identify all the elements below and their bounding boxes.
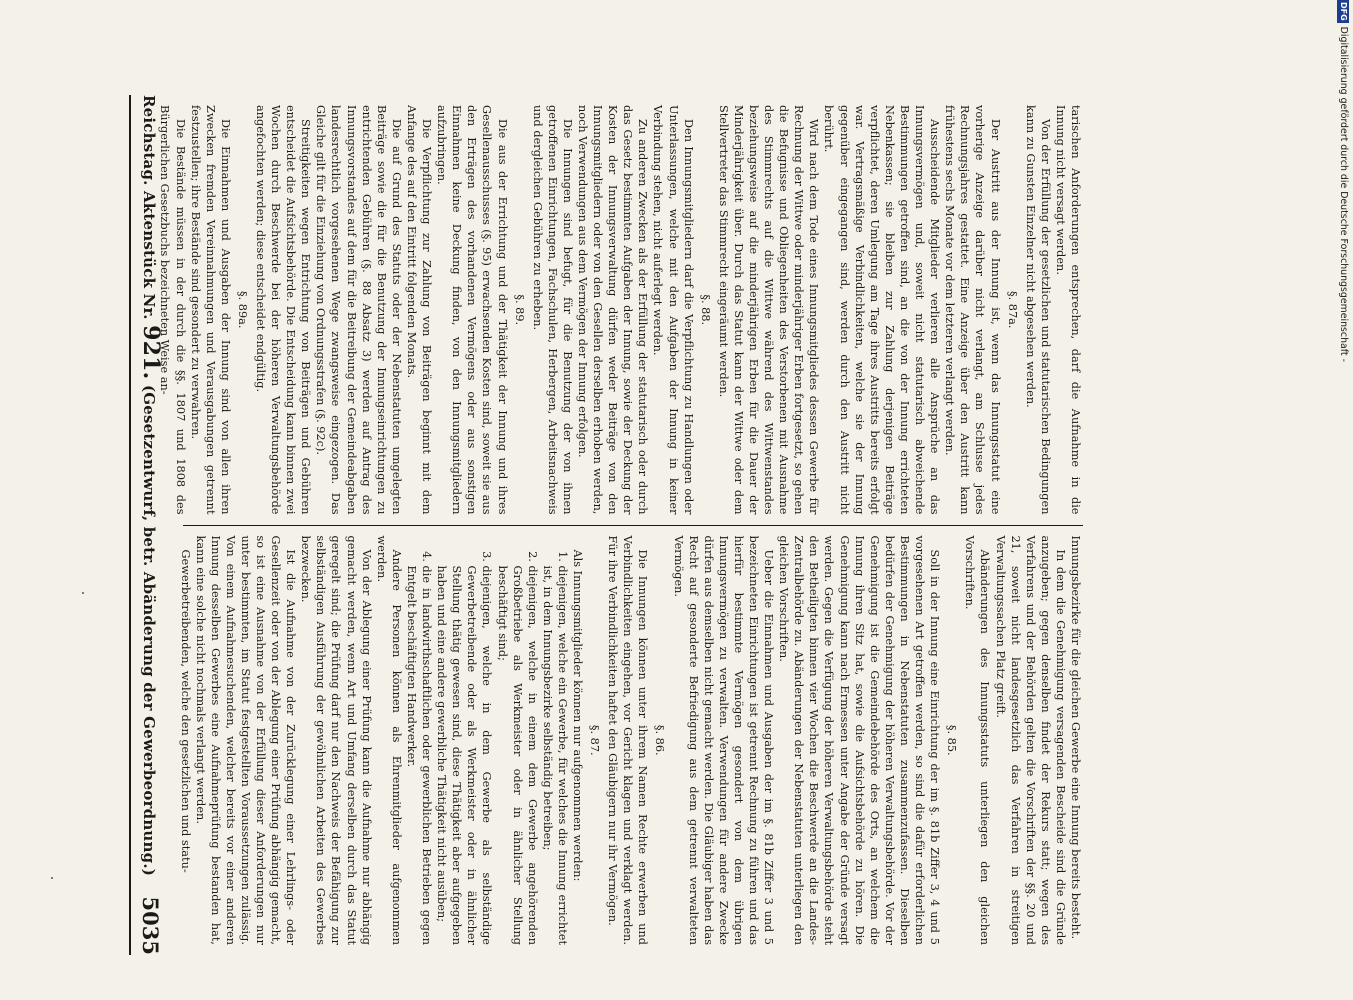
section-heading: §. 86. — [653, 724, 667, 756]
scan-speck — [82, 592, 84, 594]
paragraph: Ueber die Einnahmen und Ausgaben der im §. 81b Ziffer 3 und 5 bezeichneten Einrichtungen ist getrennt Rechnung zu führen und das hierfür bestimmte Vermögen gesondert von dem übrigen Innungsvermögen zu verwalten. Verwendungen für andere Zwecke dürfen aus demselben nicht gemacht werden. Die Gläubiger haben das Recht auf gesonderte Befriedigung aus dem getrennt verwalteten Vermögen. — [671, 535, 776, 945]
text-columns — [158, 95, 1083, 955]
paragraph: Ausscheidende Mitglieder verlieren alle Ansprüche an das Innungsvermögen und, soweit nicht statutarisch abweichende Bestimmungen getroffen sind, an die von der Innung errichteten Nebenkassen; sie bleiben zur Zahlung derjenigen Beiträge verpflichtet, deren Umlegung am Tage ihres Austritts bereits erfolgt war. Vertragsmäßige Verbindlichkeiten, welche sie der Innung gegenüber eingegangen sind, werden durch den Austritt nicht berührt. — [822, 105, 942, 515]
paragraph: Die Einnahmen und Ausgaben der Innung sind von allen ihren Zwecken fremden Vereinnahmungen und Verausgabungen getrennt festzustellen; ihre Bestände sind gesondert zu verwahren. — [188, 105, 232, 515]
section-heading: §. 89. — [512, 294, 526, 326]
membership-list — [404, 536, 570, 946]
paragraph: Die Innungen sind befugt, für die Benutzung der von ihnen getroffenen Einrichtungen, Fachschulen, Herbergen, Arbeitsnachweis und dergleichen Gebühren zu erheben. — [530, 105, 574, 515]
paragraph: Die Bestände müssen in der durch die §§. 1807 und 1808 des Bürgerlichen Gesetzbuchs bezeichneten Weise an- — [158, 105, 187, 515]
paragraph: Abänderungen des Innungsstatuts unterliegen den gleichen Vorschriften. — [963, 535, 992, 945]
column-left — [178, 526, 1083, 956]
paragraph: Der Austritt aus der Innung ist, wenn das Innungsstatut eine vorherige Anzeige darüber nicht verlangt, am Schlusse jedes Rechnungsjahres gestattet. Eine Anzeige über den Austritt kann frühestens sechs Monate vor dem letzteren verlangt werden. — [943, 105, 1002, 515]
running-head-suffix: (Gesetzentwurf, betr. Abänderung der Gewerbeordnung.) — [140, 384, 158, 877]
list-item: 4. die in landwirthschaftlichen oder gewerblichen Betrieben gegen Entgelt beschäftigten Handwerker. — [404, 566, 434, 946]
paragraph: Als Innungsmitglieder können nur aufgenommen werden: — [571, 549, 584, 882]
paragraph: Gewerbetreibenden, welche den gesetzlichen und statu- — [178, 549, 192, 873]
list-item: 2. diejenigen, welche in einem dem Gewerbe angehörenden Großbetriebe als Werkmeister oder in ähnlicher Stellung beschäftigt sind; — [494, 566, 539, 946]
paragraph: Die aus der Errichtung und der Thätigkeit der Innung und ihres Gesellenausschusses (§. 95) erwachsenden Kosten sind, soweit sie aus den Erträgen des vorhandenen Vermögens oder aus sonstigen Einnahmen keine Deckung finden, von den Innungsmitgliedern aufzubringen. — [435, 105, 509, 515]
scan-speck — [51, 877, 53, 879]
paragraph: Ist die Aufnahme von der Zurücklegung einer Lehrlings- oder Gesellenzeit oder von der Ablegung einer Prüfung abhängig gemacht, so ist eine Ausnahme von der Erfüllung dieser Anforderungen nur unter bestimmten, im Statut festgestellten Voraussetzungen zulässig. Von einem Aufnahmesuchenden, welcher bereits vor einer anderen Innung desselben Gewerbes eine Aufnahmeprüfung bestanden hat, kann eine solche nicht nochmals verlangt werden. — [193, 535, 298, 945]
column-right — [158, 95, 1083, 525]
paragraph: Die auf Grund des Statuts oder der Nebenstatuten umgelegten Beiträge sowie die für die Benutzung der Innungseinrichtungen zu entrichtenden Gebühren (§. 88 Absatz 3) werden auf Antrag des Innungsvorstandes auf dem für die Beitreibung der Gemeindeabgaben landesrechtlich vorgesehenen Wege zwangsweise eingezogen. Das Gleiche gilt für die Einziehung von Ordnungsstrafen (§. 92c). — [314, 105, 403, 515]
sidebar-credit — [1334, 0, 1353, 610]
paragraph: Innungsbezirke für die gleichen Gewerbe eine Innung bereits besteht. — [1069, 535, 1082, 940]
page-number: 5035 — [138, 896, 164, 955]
paragraph: In dem die Genehmigung versagenden Bescheide sind die Gründe anzugeben; gegen denselben findet der Rekurs statt; wegen des Verfahrens und der Behörden gelten die Vorschriften der §§. 20 und 21, soweit nicht landesgesetzlich das Verfahren in streitigen Verwaltungssachen Platz greift. — [993, 535, 1067, 945]
paragraph: Wird nach dem Tode eines Innungsmitgliedes dessen Gewerbe für Rechnung der Wittwe oder minderjähriger Erben fortgesetzt, so gehen die Befugnisse und Obliegenheiten des Verstorbenen mit Ausnahme des Stimmrechts auf die Wittwe während des Wittwenstandes beziehungsweise auf die minderjährigen Erben für die Dauer der Minderjährigkeit über. Durch das Statut kann der Wittwe oder dem Stellvertreter das Stimmrecht eingeräumt werden. — [716, 105, 821, 515]
paragraph: Von der Ablegung einer Prüfung kann die Aufnahme nur abhängig gemacht werden, wenn Art und Umfang derselben durch das Statut geregelt sind; die Prüfung darf nur den Nachweis der Befähigung zur selbständigen Ausführung der gewöhnlichen Arbeiten des Gewerbes bezwecken. — [299, 535, 373, 945]
dfg-logo: DFG — [1339, 2, 1349, 21]
paragraph: Von der Erfüllung der gesetzlichen und statutarischen Bedingungen kann zu Gunsten Einzelner nicht abgesehen werden. — [1023, 105, 1052, 515]
paragraph: Die Verpflichtung zur Zahlung von Beiträgen beginnt mit dem Anfange des auf den Eintritt folgenden Monats. — [404, 105, 434, 515]
document-number: 921. — [138, 325, 164, 380]
paragraph: Soll in der Innung eine Einrichtung der im §. 81b Ziffer 3, 4 und 5 vorgesehenen Art getroffen werden, so sind die dafür erforderlichen Bestimmungen in Nebenstatuten zusammenzufassen. Dieselben bedürfen der Genehmigung der höheren Verwaltungsbehörde. Vor der Genehmigung ist die Gemeindebehörde des Orts, an welchem die Innung ihren Sitz hat, sowie die Aufsichtsbehörde zu hören. Die Genehmigung kann nach Ermessen unter Angabe der Gründe versagt werden. Gegen die Verfügung der höheren Verwaltungsbehörde steht den Betheiligten binnen vier Wochen die Beschwerde an die Landes-Zentralbehörde zu. Abänderungen der Nebenstatuten unterliegen den gleichen Vorschriften. — [777, 535, 942, 945]
credit-text: Digitalisierung gefördert durch die Deutsche Forschungsgemeinschaft - — [1338, 26, 1349, 362]
digitization-sidebar — [1334, 0, 1353, 1000]
section-heading: §. 85. — [945, 724, 959, 756]
running-head-prefix: Reichstag. Aktenstück Nr. — [140, 95, 158, 320]
section-heading: §. 89a. — [235, 290, 249, 329]
paragraph: Die Innungen können unter ihrem Namen Rechte erwerben und Verbindlichkeiten eingehen, vor Gericht klagen und verklagt werden. Für ihre Verbindlichkeiten haftet den Gläubigern nur ihr Vermögen. — [606, 535, 650, 945]
section-heading: §. 88. — [698, 294, 712, 326]
paragraph: Zu anderen Zwecken als der Erfüllung der statutarisch oder durch das Gesetz bestimmten Aufgaben der Innung, sowie der Deckung der Kosten der Innungsverwaltung dürfen weder Beiträge von den Innungsmitgliedern oder von den Gesellen derselben erhoben werden, noch Verwendungen aus dem Vermögen der Innung erfolgen. — [576, 105, 650, 515]
paragraph: tarischen Anforderungen entsprechen, darf die Aufnahme in die Innung nicht versagt werden. — [1053, 105, 1082, 515]
section-heading: §. 87a. — [1005, 290, 1019, 329]
paragraph: Streitigkeiten wegen Entrichtung von Beiträgen und Gebühren entscheidet die Aufsichtsbehörde. Die Entscheidung kann binnen zwei Wochen durch Beschwerde bei der höheren Verwaltungsbehörde angefochten werden; diese entscheidet endgültig. — [254, 105, 313, 515]
list-item: 1. diejenigen, welche ein Gewerbe, für welches die Innung errichtet ist, in dem Innungsbezirke selbständig betreiben; — [540, 566, 570, 946]
section-heading: §. 87. — [588, 724, 602, 756]
paragraph: Andere Personen können als Ehrenmitglieder aufgenommen werden. — [374, 535, 403, 945]
paragraph: Den Innungsmitgliedern darf die Verpflichtung zu Handlungen oder Unterlassungen, welche mit den Aufgaben der Innung in keiner Verbindung stehen, nicht auferlegt werden. — [651, 105, 695, 515]
rotated-page — [60, 0, 1353, 1000]
list-item: 3. diejenigen, welche in dem Gewerbe als selbständige Gewerbetreibende oder als Werkmeister oder in ähnlicher Stellung thätig gewesen sind, diese Thätigkeit aber aufgegeben haben und eine andere gewerbliche Thätigkeit nicht ausüben; — [434, 566, 494, 946]
